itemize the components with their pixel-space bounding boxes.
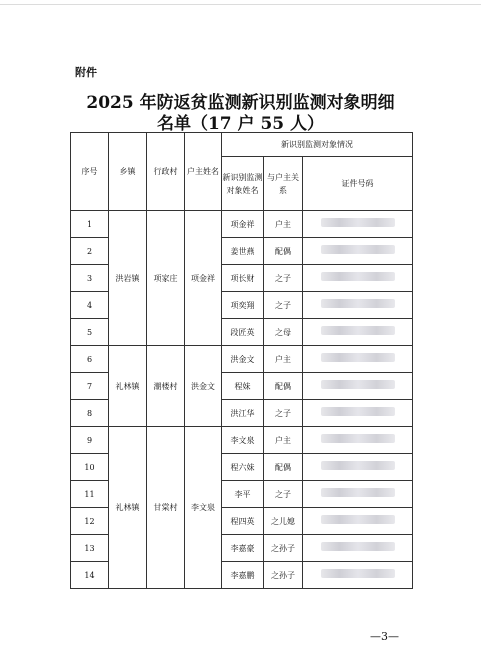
redacted-id-number <box>321 515 395 524</box>
header-householder: 户主姓名 <box>185 133 222 211</box>
householder-cell: 项金祥 <box>185 211 222 346</box>
member-name-cell: 李嘉豪 <box>222 535 264 562</box>
redacted-id-number <box>321 461 395 470</box>
document-title-line2: 名单（17 户 55 人） <box>156 114 325 134</box>
member-name-cell: 李嘉鹏 <box>222 562 264 589</box>
relation-cell: 配偶 <box>264 238 303 265</box>
member-name-cell: 李文泉 <box>222 427 264 454</box>
seq-cell: 6 <box>71 346 109 373</box>
seq-cell: 1 <box>71 211 109 238</box>
header-relation: 与户主关系 <box>264 157 303 211</box>
table-header-row-1 <box>71 133 413 157</box>
member-name-cell: 项长财 <box>222 265 264 292</box>
redacted-id-number <box>321 542 395 551</box>
township-cell: 礼林镇 <box>109 346 147 427</box>
redacted-id-number <box>321 434 395 443</box>
id-number-cell <box>303 373 413 400</box>
village-cell: 甘棠村 <box>147 427 185 589</box>
seq-cell: 9 <box>71 427 109 454</box>
relation-cell: 之孙子 <box>264 535 303 562</box>
relation-cell: 配偶 <box>264 454 303 481</box>
redacted-id-number <box>321 272 395 281</box>
redacted-id-number <box>321 245 395 254</box>
header-seq: 序号 <box>71 133 109 211</box>
relation-cell: 户主 <box>264 211 303 238</box>
redacted-id-number <box>321 353 395 362</box>
header-village: 行政村 <box>147 133 185 211</box>
village-cell: 潮楼村 <box>147 346 185 427</box>
monitoring-list-table <box>70 132 413 589</box>
page-number: —3— <box>370 630 399 643</box>
id-number-cell <box>303 454 413 481</box>
member-name-cell: 项金祥 <box>222 211 264 238</box>
id-number-cell <box>303 535 413 562</box>
relation-cell: 之子 <box>264 265 303 292</box>
top-border-line <box>0 4 481 5</box>
householder-cell: 李文泉 <box>185 427 222 589</box>
seq-cell: 2 <box>71 238 109 265</box>
id-number-cell <box>303 481 413 508</box>
relation-cell: 之孙子 <box>264 562 303 589</box>
seq-cell: 10 <box>71 454 109 481</box>
id-number-cell <box>303 238 413 265</box>
redacted-id-number <box>321 380 395 389</box>
relation-cell: 户主 <box>264 346 303 373</box>
table-row <box>71 427 413 454</box>
relation-cell: 之母 <box>264 319 303 346</box>
seq-cell: 11 <box>71 481 109 508</box>
redacted-id-number <box>321 407 395 416</box>
village-cell: 项家庄 <box>147 211 185 346</box>
relation-cell: 之子 <box>264 292 303 319</box>
township-cell: 礼林镇 <box>109 427 147 589</box>
header-member-name: 新识别监测对象姓名 <box>222 157 264 211</box>
redacted-id-number <box>321 218 395 227</box>
id-number-cell <box>303 427 413 454</box>
id-number-cell <box>303 562 413 589</box>
seq-cell: 13 <box>71 535 109 562</box>
seq-cell: 12 <box>71 508 109 535</box>
document-title-line1: 2025 年防返贫监测新识别监测对象明细 <box>86 93 395 113</box>
seq-cell: 8 <box>71 400 109 427</box>
seq-cell: 7 <box>71 373 109 400</box>
header-id-number: 证件号码 <box>303 157 413 211</box>
table-row <box>71 211 413 238</box>
id-number-cell <box>303 400 413 427</box>
relation-cell: 之子 <box>264 400 303 427</box>
member-name-cell: 姜世燕 <box>222 238 264 265</box>
relation-cell: 户主 <box>264 427 303 454</box>
header-township: 乡镇 <box>109 133 147 211</box>
member-name-cell: 洪江华 <box>222 400 264 427</box>
member-name-cell: 段匠英 <box>222 319 264 346</box>
redacted-id-number <box>321 299 395 308</box>
member-name-cell: 程四英 <box>222 508 264 535</box>
member-name-cell: 程六妹 <box>222 454 264 481</box>
relation-cell: 配偶 <box>264 373 303 400</box>
relation-cell: 之子 <box>264 481 303 508</box>
redacted-id-number <box>321 569 395 578</box>
id-number-cell <box>303 319 413 346</box>
relation-cell: 之儿媳 <box>264 508 303 535</box>
attachment-label: 附件 <box>75 66 97 79</box>
id-number-cell <box>303 265 413 292</box>
seq-cell: 14 <box>71 562 109 589</box>
table-row <box>71 346 413 373</box>
householder-cell: 洪金文 <box>185 346 222 427</box>
id-number-cell <box>303 292 413 319</box>
seq-cell: 4 <box>71 292 109 319</box>
member-name-cell: 李平 <box>222 481 264 508</box>
id-number-cell <box>303 346 413 373</box>
id-number-cell <box>303 508 413 535</box>
redacted-id-number <box>321 326 395 335</box>
seq-cell: 3 <box>71 265 109 292</box>
header-group: 新识别监测对象情况 <box>222 133 413 157</box>
member-name-cell: 项奕翔 <box>222 292 264 319</box>
redacted-id-number <box>321 488 395 497</box>
township-cell: 洪岩镇 <box>109 211 147 346</box>
id-number-cell <box>303 211 413 238</box>
member-name-cell: 程妹 <box>222 373 264 400</box>
seq-cell: 5 <box>71 319 109 346</box>
member-name-cell: 洪金文 <box>222 346 264 373</box>
